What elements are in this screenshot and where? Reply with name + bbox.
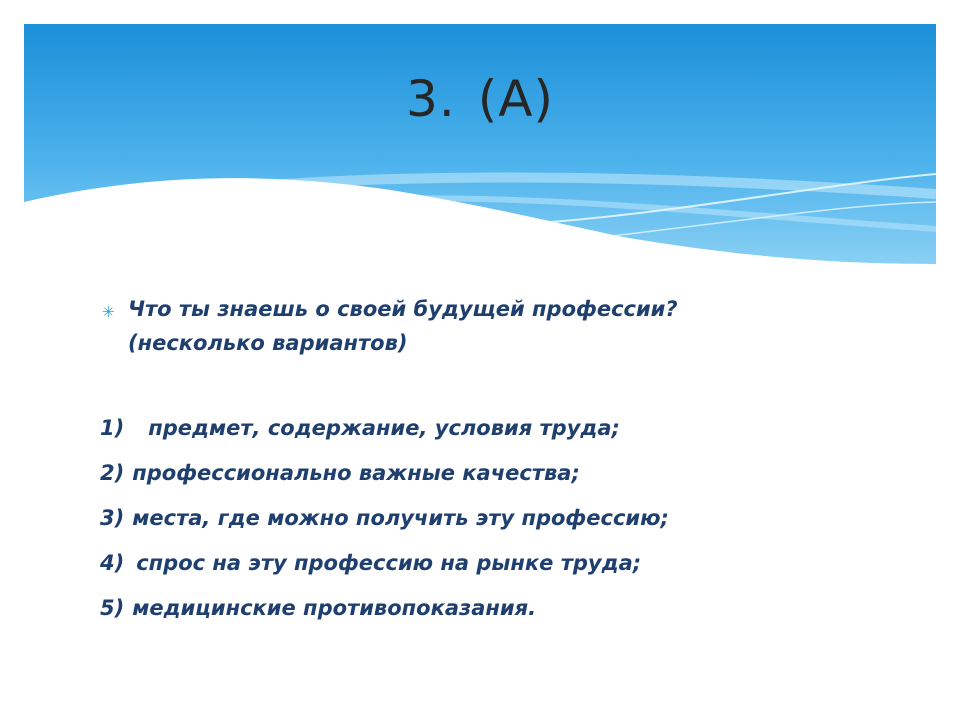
list-marker: 3)	[100, 506, 125, 530]
list-item	[100, 586, 900, 631]
title-text: (A)	[477, 70, 554, 128]
list-item	[100, 496, 900, 541]
slide-body	[100, 292, 900, 631]
answer-list	[100, 406, 900, 631]
list-item-text: профессионально важные качества;	[132, 461, 580, 485]
list-item-text: медицинские противопоказания.	[132, 596, 537, 620]
list-item-text: предмет, содержание, условия труда;	[148, 416, 620, 440]
list-marker: 4)	[100, 551, 125, 575]
list-item-text: места, где можно получить эту профессию;	[132, 506, 669, 530]
list-item	[100, 451, 900, 496]
list-item	[100, 406, 900, 451]
list-marker: 1)	[100, 416, 125, 440]
asterisk-bullet-icon: ✳	[102, 303, 115, 321]
question-line-1: Что ты знаешь о своей будущей профессии?	[128, 297, 678, 321]
list-item	[100, 541, 900, 586]
question-bullet	[100, 292, 900, 360]
slide-title	[0, 70, 960, 128]
list-marker: 2)	[100, 461, 125, 485]
question-line-2: (несколько вариантов)	[128, 331, 408, 355]
list-marker: 5)	[100, 596, 125, 620]
list-item-text: спрос на эту профессию на рынке труда;	[136, 551, 642, 575]
header-wave-background	[24, 24, 936, 272]
title-number: 3.	[406, 70, 456, 128]
